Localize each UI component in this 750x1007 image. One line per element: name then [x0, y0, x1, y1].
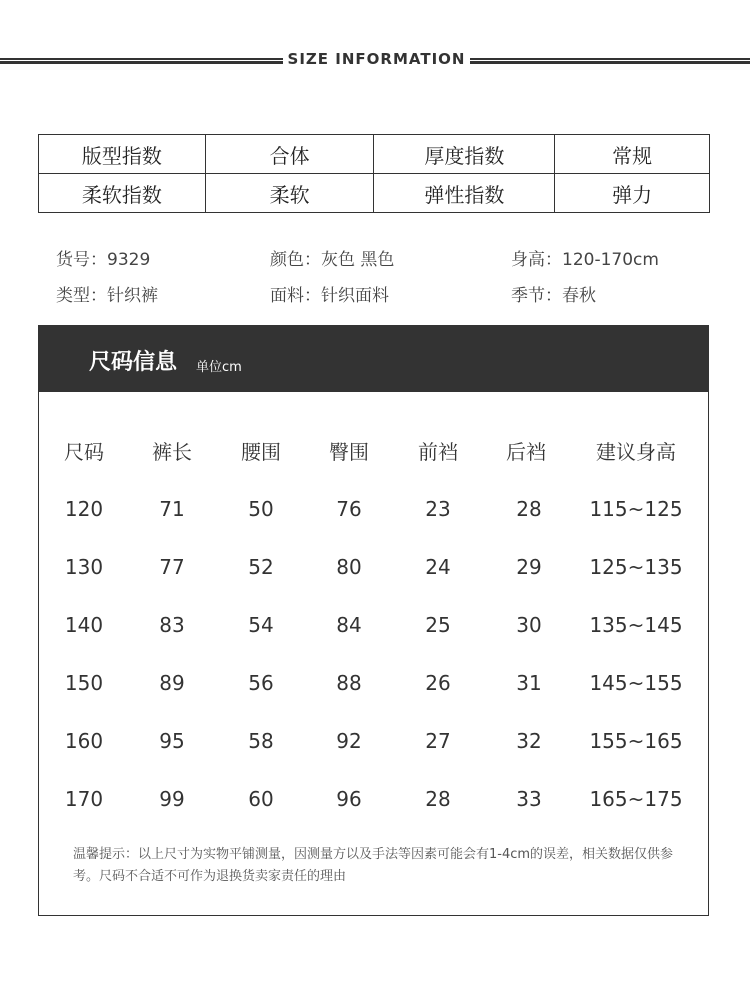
- column-header: 前裆: [418, 440, 458, 464]
- table-row: [39, 671, 708, 701]
- table-cell: 92: [336, 729, 362, 753]
- table-cell: 25: [425, 613, 451, 637]
- table-cell: 33: [516, 787, 542, 811]
- table-row: [39, 729, 708, 759]
- table-cell: 89: [159, 671, 185, 695]
- attribute-value: 弹力: [555, 174, 710, 213]
- column-header: 裤长: [152, 440, 192, 464]
- size-chart: [38, 325, 709, 916]
- table-cell: 50: [248, 497, 274, 521]
- table-cell: 155~165: [589, 729, 683, 753]
- table-cell: 32: [516, 729, 542, 753]
- table-cell: 160: [64, 729, 104, 753]
- table-cell: 60: [248, 787, 274, 811]
- table-cell: 58: [248, 729, 274, 753]
- size-chart-banner: [39, 326, 708, 392]
- table-cell: 115~125: [589, 497, 683, 521]
- size-chart-unit: 单位cm: [196, 360, 242, 375]
- table-cell: 130: [64, 555, 104, 579]
- attribute-row: [39, 135, 710, 174]
- table-row: [39, 613, 708, 643]
- table-row: [39, 497, 708, 527]
- table-cell: 165~175: [589, 787, 683, 811]
- attribute-label: 版型指数: [39, 135, 206, 174]
- attribute-value: 合体: [205, 135, 374, 174]
- product-type: 类型：针织裤: [56, 286, 158, 306]
- table-cell: 170: [64, 787, 104, 811]
- height-range: 身高：120-170cm: [511, 250, 659, 270]
- table-cell: 27: [425, 729, 451, 753]
- size-chart-title: 尺码信息: [89, 350, 178, 375]
- table-cell: 26: [425, 671, 451, 695]
- table-cell: 52: [248, 555, 274, 579]
- table-cell: 71: [159, 497, 185, 521]
- column-header: 尺码: [64, 440, 104, 464]
- attribute-label: 弹性指数: [374, 174, 555, 213]
- header-rule-right: [470, 58, 750, 64]
- table-cell: 145~155: [589, 671, 683, 695]
- color-info: 颜色：灰色 黑色: [270, 250, 395, 270]
- attribute-label: 厚度指数: [374, 135, 555, 174]
- item-number: 货号：9329: [56, 250, 151, 270]
- attribute-value: 常规: [555, 135, 710, 174]
- table-cell: 76: [336, 497, 362, 521]
- table-cell: 83: [159, 613, 185, 637]
- table-cell: 99: [159, 787, 185, 811]
- table-cell: 28: [425, 787, 451, 811]
- table-cell: 30: [516, 613, 542, 637]
- table-cell: 95: [159, 729, 185, 753]
- attribute-table: [38, 134, 710, 213]
- table-cell: 150: [64, 671, 104, 695]
- table-cell: 56: [248, 671, 274, 695]
- table-cell: 54: [248, 613, 274, 637]
- table-cell: 135~145: [589, 613, 683, 637]
- fabric-info: 面料：针织面料: [270, 286, 389, 306]
- column-header: 后裆: [506, 440, 546, 464]
- table-cell: 28: [516, 497, 542, 521]
- column-header: 腰围: [241, 440, 281, 464]
- table-cell: 88: [336, 671, 362, 695]
- table-cell: 96: [336, 787, 362, 811]
- season-info: 季节：春秋: [511, 286, 596, 306]
- table-cell: 29: [516, 555, 542, 579]
- measurement-note: 温馨提示：以上尺寸为实物平铺测量，因测量方以及手法等因素可能会有1-4cm的误差，相关数据仅供参考。尺码不合适不可作为退换货卖家责任的理由: [73, 847, 674, 884]
- attribute-value: 柔软: [205, 174, 374, 213]
- header-title: SIZE INFORMATION: [287, 50, 466, 68]
- header-rule-left: [0, 58, 283, 64]
- table-cell: 80: [336, 555, 362, 579]
- table-cell: 23: [425, 497, 451, 521]
- attribute-row: [39, 174, 710, 213]
- table-row: [39, 555, 708, 585]
- table-cell: 24: [425, 555, 451, 579]
- size-table-header: [39, 436, 708, 466]
- table-cell: 140: [64, 613, 104, 637]
- table-cell: 125~135: [589, 555, 683, 579]
- table-cell: 77: [159, 555, 185, 579]
- table-cell: 120: [64, 497, 104, 521]
- table-cell: 84: [336, 613, 362, 637]
- table-row: [39, 787, 708, 817]
- table-cell: 31: [516, 671, 542, 695]
- column-header: 臀围: [329, 440, 369, 464]
- column-header: 建议身高: [596, 440, 676, 464]
- attribute-label: 柔软指数: [39, 174, 206, 213]
